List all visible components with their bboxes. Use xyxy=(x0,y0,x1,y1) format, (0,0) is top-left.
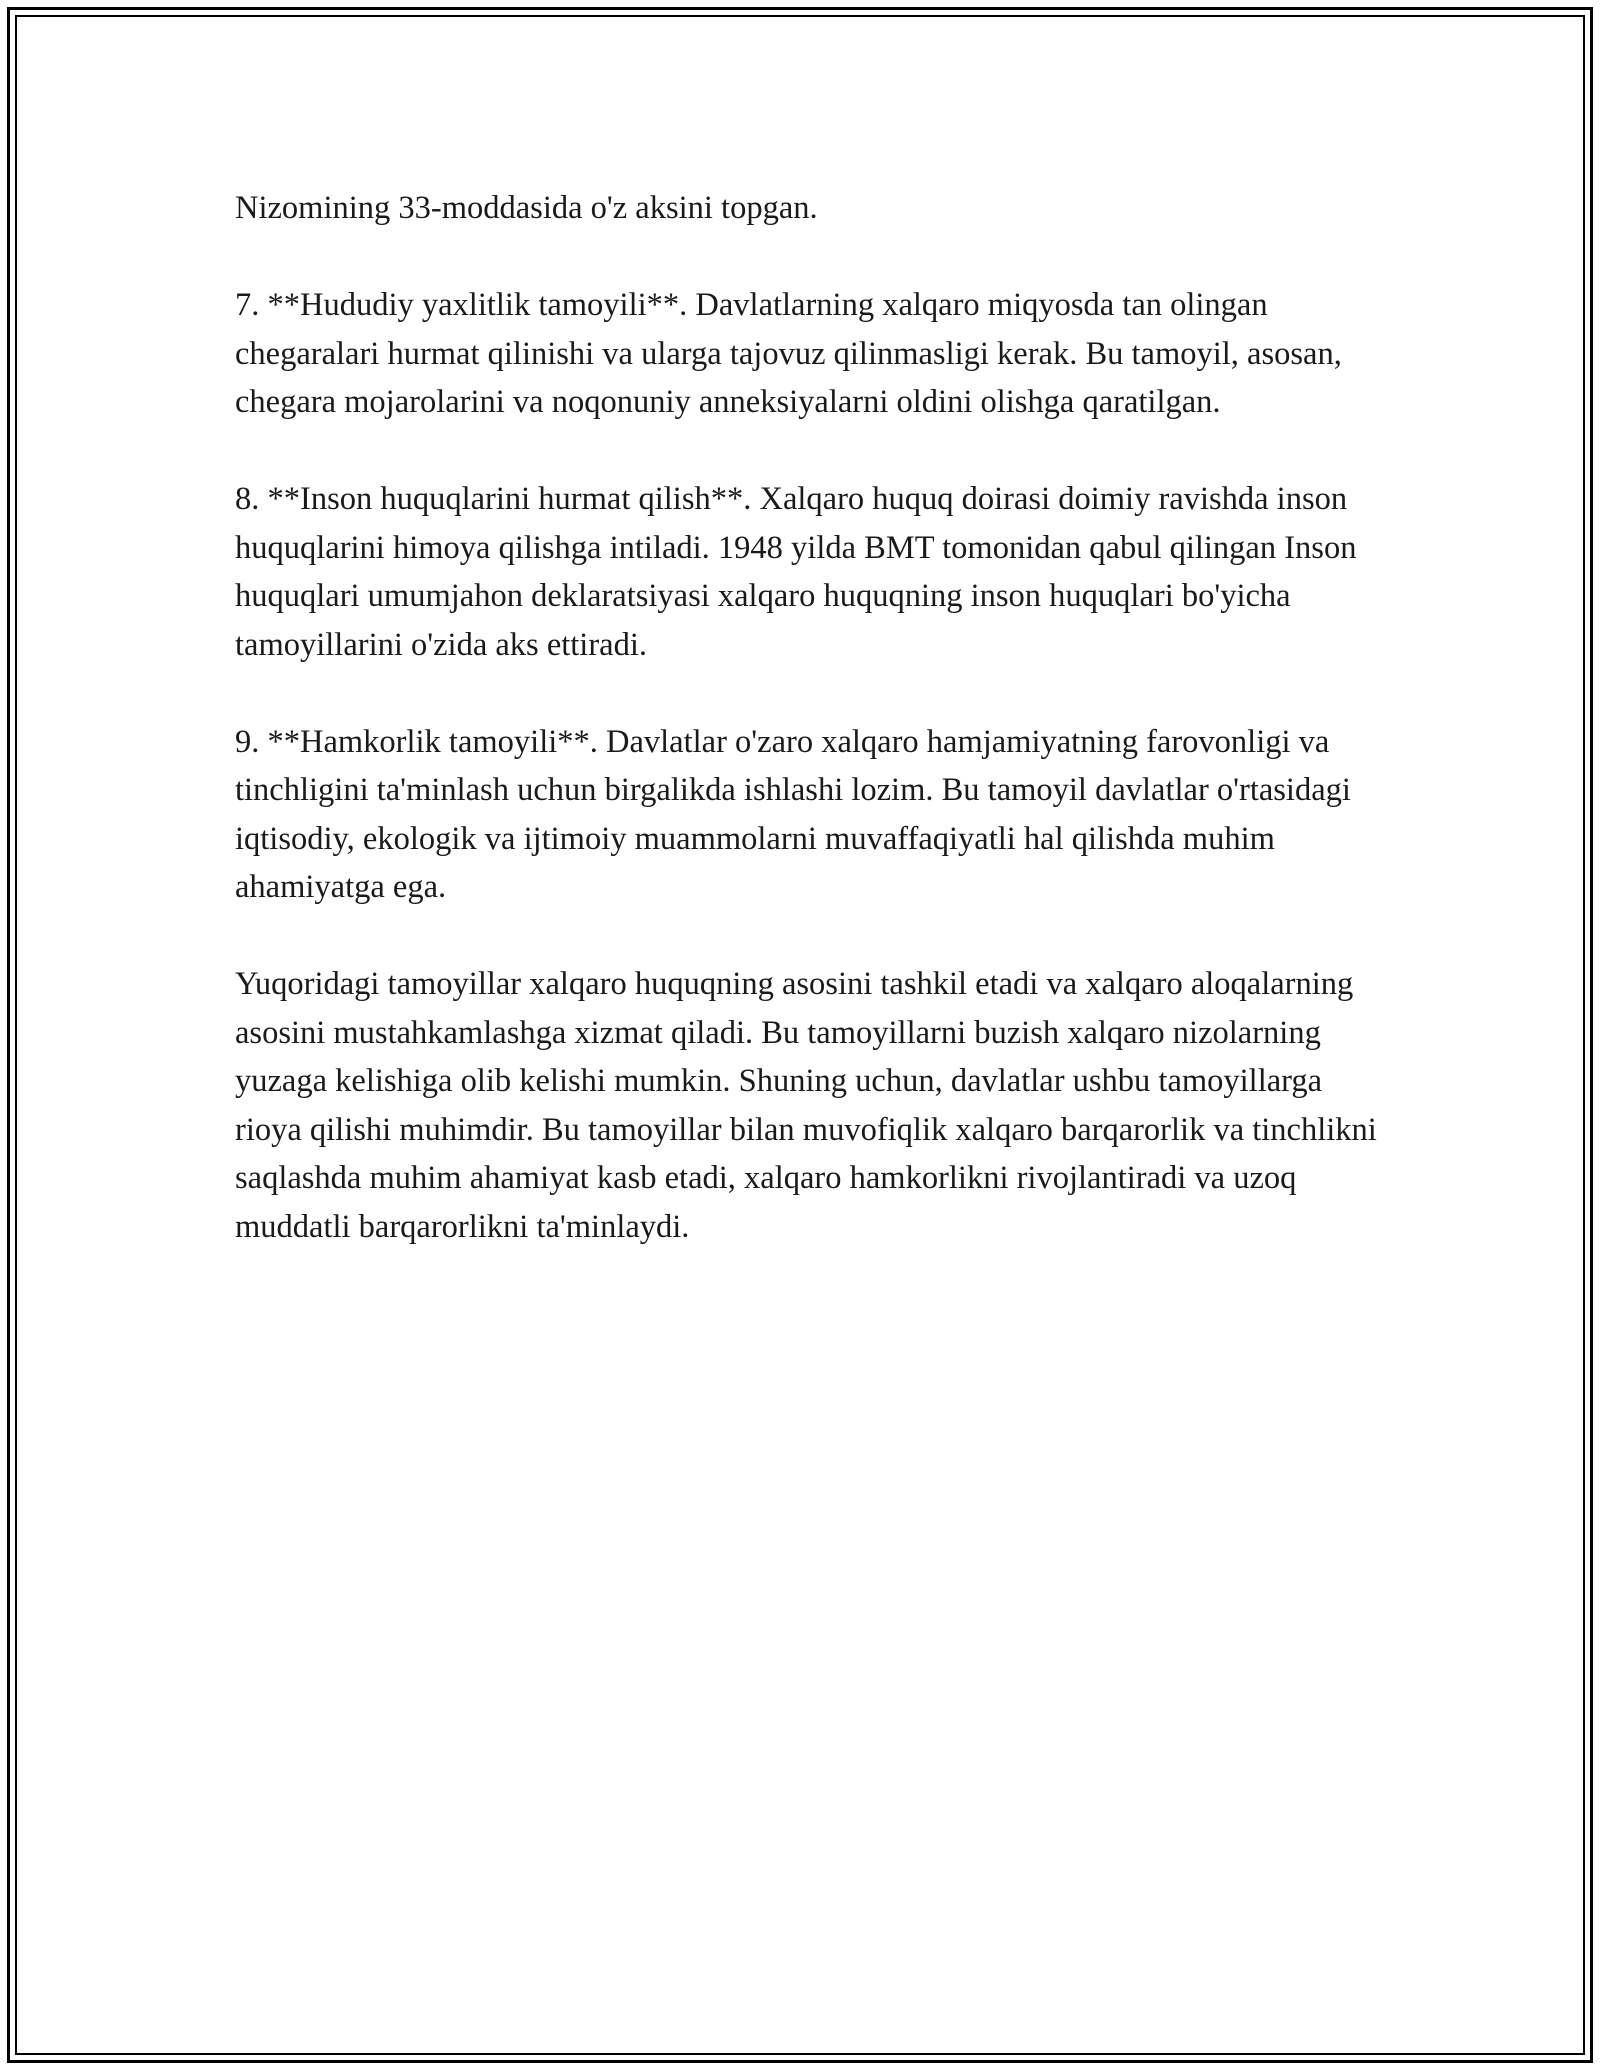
document-body xyxy=(235,184,1385,1300)
paragraph-human-rights: 8. **Inson huquqlarini hurmat qilish**. Xalqaro huquq doirasi doimiy ravishda inson huquqlarini himoya qilishga intiladi. 1948 yilda BMT tomonidan qabul qilingan Inson huquqlari umumjahon deklaratsiyasi xalqaro huquqning inson huquqlari bo'yicha tamoyillarini o'zida aks ettiradi. xyxy=(235,481,1357,663)
paragraph-conclusion: Yuqoridagi tamoyillar xalqaro huquqning asosini tashkil etadi va xalqaro aloqalarning asosini mustahkamlashga xizmat qiladi. Bu tamoyillarni buzish xalqaro nizolarning yuzaga kelishiga olib kelishi mumkin. Shuning uchun, davlatlar ushbu tamoyillarga rioya qilishi muhimdir. Bu tamoyillar bilan muvofiqlik xalqaro barqarorlik va tinchlikni saqlashda muhim ahamiyat kasb etadi, xalqaro hamkorlikni rivojlantiradi va uzoq muddatli barqarorlikni ta'minlaydi. xyxy=(235,966,1377,1245)
paragraph-territorial-integrity: 7. **Hududiy yaxlitlik tamoyili**. Davlatlarning xalqaro miqyosda tan olingan chegaralari hurmat qilinishi va ularga tajovuz qilinmasligi kerak. Bu tamoyil, asosan, chegara mojarolarini va noqonuniy anneksiyalarni oldini olishga qaratilgan. xyxy=(235,287,1342,420)
paragraph-cooperation: 9. **Hamkorlik tamoyili**. Davlatlar o'zaro xalqaro hamjamiyatning farovonligi va tinchligini ta'minlash uchun birgalikda ishlashi lozim. Bu tamoyil davlatlar o'rtasidagi iqtisodiy, ekologik va ijtimoiy muammolarni muvaffaqiyatli hal qilishda muhim ahamiyatga ega. xyxy=(235,723,1351,905)
paragraph-intro: Nizomining 33-moddasida o'z aksini topgan. xyxy=(235,190,818,226)
